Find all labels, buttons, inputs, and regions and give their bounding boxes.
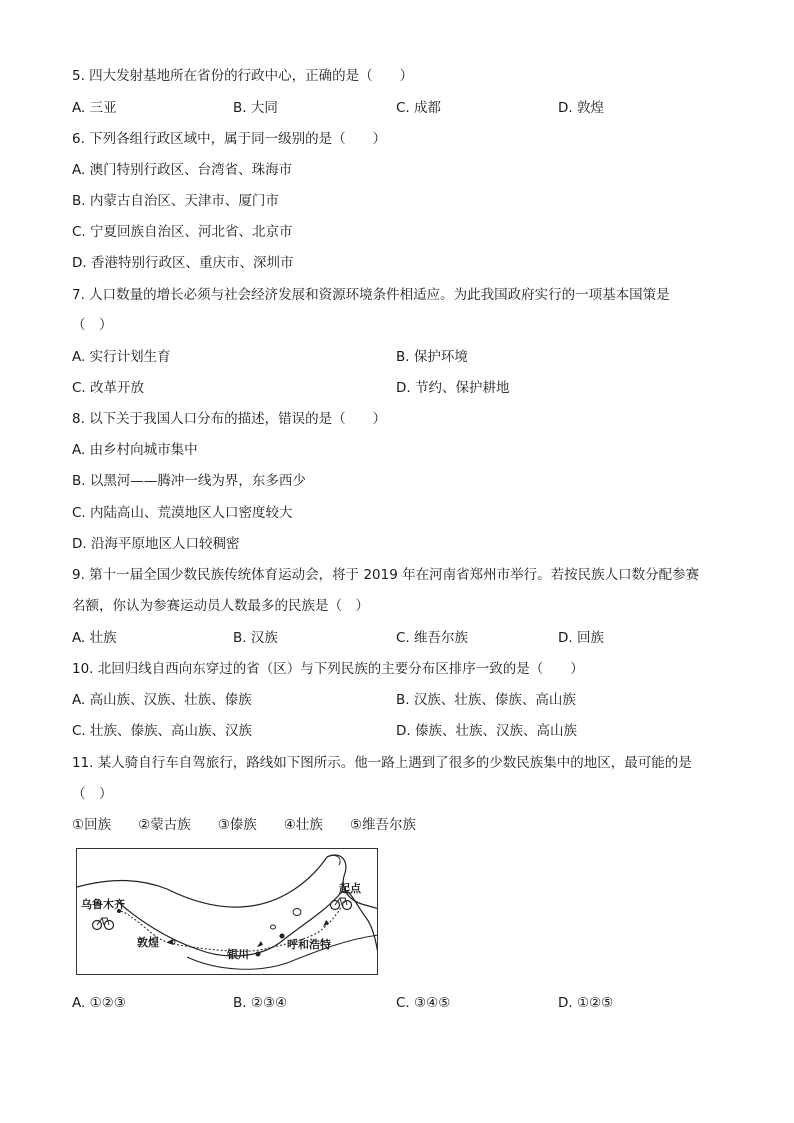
q11-items: ①回族 ②蒙古族 ③傣族 ④壮族 ⑤维吾尔族 [72, 817, 417, 833]
q5-option-a: A. 三亚 [72, 100, 117, 116]
q7-option-d: D. 节约、保护耕地 [396, 380, 510, 396]
map-label-dunhuang: 敦煌 [137, 936, 159, 949]
q8-option-b: B. 以黑河——腾冲一线为界，东多西少 [72, 473, 306, 489]
q7-option-b: B. 保护环境 [396, 349, 468, 365]
lake-2 [271, 925, 276, 929]
q8-option-d: D. 沿海平原地区人口较稠密 [72, 536, 240, 552]
q10-stem: 10. 北回归线自西向东穿过的省（区）与下列民族的主要分布区排序一致的是（ ） [72, 661, 584, 677]
q9-stem-line2: 名额，你认为参赛运动员人数最多的民族是（ ） [72, 598, 369, 614]
q9-option-a: A. 壮族 [72, 630, 117, 646]
q5-option-b: B. 大同 [233, 100, 278, 116]
route-arrow-1 [323, 920, 329, 927]
q11-option-c: C. ③④⑤ [396, 995, 451, 1011]
map-label-hohhot: 呼和浩特 [287, 938, 331, 951]
map-label-urumqi: 乌鲁木齐 [81, 898, 125, 911]
q9-option-b: B. 汉族 [233, 630, 278, 646]
q6-option-b: B. 内蒙古自治区、天津市、厦门市 [72, 193, 279, 209]
yinchuan-dot [256, 952, 261, 957]
q8-stem: 8. 以下关于我国人口分布的描述，错误的是（ ） [72, 411, 387, 427]
q7-option-c: C. 改革开放 [72, 380, 145, 396]
q5-stem: 5. 四大发射基地所在省份的行政中心，正确的是（ ） [72, 68, 414, 84]
q6-option-a: A. 澳门特别行政区、台湾省、珠海市 [72, 162, 293, 178]
q10-option-a: A. 高山族、汉族、壮族、傣族 [72, 692, 252, 708]
hohhot-dot [280, 934, 285, 939]
q9-option-d: D. 回族 [558, 630, 604, 646]
q5-option-c: C. 成都 [396, 100, 442, 116]
bicycle-icon [93, 918, 114, 930]
map-label-yinchuan: 银川 [227, 948, 249, 961]
q9-option-c: C. 维吾尔族 [396, 630, 469, 646]
q5-option-d: D. 敦煌 [558, 100, 604, 116]
q11-stem: 11. 某人骑自行车自驾旅行，路线如下图所示。他一路上遇到了很多的少数民族集中的地区，最可能的是 [72, 755, 692, 771]
route-map [76, 848, 378, 975]
route-arrow-2 [257, 941, 263, 947]
q10-option-d: D. 傣族、壮族、汉族、高山族 [396, 723, 577, 739]
q10-option-c: C. 壮族、傣族、高山族、汉族 [72, 723, 253, 739]
gulf-inlet [327, 855, 340, 865]
q11-option-d: D. ①②⑤ [558, 995, 614, 1011]
q6-stem: 6. 下列各组行政区域中，属于同一级别的是（ ） [72, 131, 387, 147]
q6-option-d: D. 香港特别行政区、重庆市、深圳市 [72, 255, 294, 271]
q8-option-a: A. 由乡村向城市集中 [72, 442, 198, 458]
lake-1 [293, 909, 301, 916]
q7-stem-blank: （ ） [72, 317, 113, 333]
map-label-start: 起点 [339, 882, 361, 895]
q11-stem-blank: （ ） [72, 786, 113, 802]
q10-option-b: B. 汉族、壮族、傣族、高山族 [396, 692, 576, 708]
q9-stem: 9. 第十一届全国少数民族传统体育运动会，将于 2019 年在河南省郑州市举行。若按民族人口数分配参赛 [72, 567, 700, 583]
q7-stem: 7. 人口数量的增长必须与社会经济发展和资源环境条件相适应。为此我国政府实行的一项基本国策是 [72, 287, 670, 303]
q7-option-a: A. 实行计划生育 [72, 349, 171, 365]
q11-option-a: A. ①②③ [72, 995, 126, 1011]
q6-option-c: C. 宁夏回族自治区、河北省、北京市 [72, 224, 293, 240]
q8-option-c: C. 内陆高山、荒漠地区人口密度较大 [72, 505, 293, 521]
q11-option-b: B. ②③④ [233, 995, 288, 1011]
